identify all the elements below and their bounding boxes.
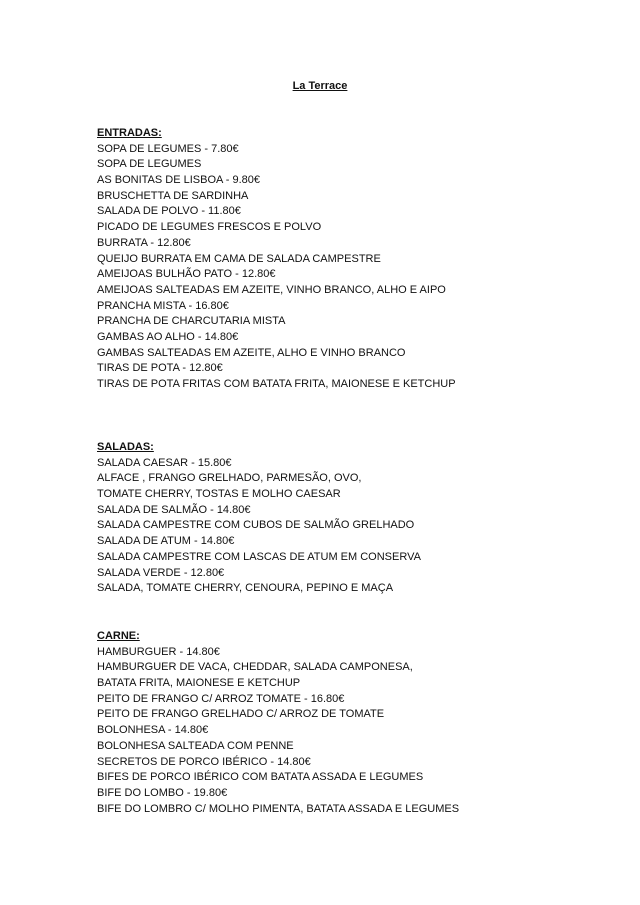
section-heading-saladas: SALADAS:	[97, 441, 154, 453]
menu-line: PEITO DE FRANGO C/ ARROZ TOMATE - 16.80€	[97, 692, 345, 705]
section-entradas	[97, 126, 597, 393]
menu-line: TIRAS DE POTA FRITAS COM BATATA FRITA, MAIONESE E KETCHUP	[97, 378, 456, 390]
menu-line: BRUSCHETTA DE SARDINHA	[97, 189, 249, 202]
menu-line: SALADA DE SALMÃO - 14.80€	[97, 503, 251, 516]
section-heading-carne: CARNE:	[97, 630, 140, 642]
menu-line: AMEIJOAS BULHÃO PATO - 12.80€	[97, 268, 276, 281]
menu-line: GAMBAS SALTEADAS EM AZEITE, ALHO E VINHO BRANCO	[97, 346, 406, 359]
menu-line: HAMBURGUER DE VACA, CHEDDAR, SALADA CAMPONESA,	[97, 661, 413, 674]
menu-line: GAMBAS AO ALHO - 14.80€	[97, 330, 239, 343]
menu-line: SALADA CAMPESTRE COM CUBOS DE SALMÃO GRELHADO	[97, 519, 415, 532]
menu-line: BIFE DO LOMBO - 19.80€	[97, 786, 228, 799]
page-title: La Terrace	[292, 80, 348, 92]
section-heading-entradas: ENTRADAS:	[97, 127, 162, 139]
menu-line: SALADA CAESAR - 15.80€	[97, 456, 232, 469]
menu-line: SALADA CAMPESTRE COM LASCAS DE ATUM EM CONSERVA	[97, 550, 421, 563]
menu-line: BATATA FRITA, MAIONESE E KETCHUP	[97, 677, 301, 690]
section-saladas	[97, 440, 597, 597]
menu-line: BOLONHESA - 14.80€	[97, 724, 209, 737]
menu-line: TIRAS DE POTA - 12.80€	[97, 362, 223, 375]
menu-line: HAMBURGUER - 14.80€	[97, 645, 220, 658]
section-carne	[97, 629, 597, 817]
menu-line: SOPA DE LEGUMES	[97, 158, 202, 171]
menu-line: SALADA, TOMATE CHERRY, CENOURA, PEPINO E MAÇA	[97, 582, 394, 595]
menu-line: SALADA DE POLVO - 11.80€	[97, 205, 241, 218]
menu-line: PEITO DE FRANGO GRELHADO C/ ARROZ DE TOMATE	[97, 708, 385, 721]
menu-line: PICADO DE LEGUMES FRESCOS E POLVO	[97, 221, 322, 234]
menu-line: AS BONITAS DE LISBOA - 9.80€	[97, 174, 261, 187]
menu-line: PRANCHA DE CHARCUTARIA MISTA	[97, 315, 286, 328]
menu-line: QUEIJO BURRATA EM CAMA DE SALADA CAMPESTRE	[97, 252, 381, 265]
menu-line: SECRETOS DE PORCO IBÉRICO - 14.80€	[97, 755, 311, 768]
menu-line: BURRATA - 12.80€	[97, 236, 191, 249]
menu-line: ALFACE , FRANGO GRELHADO, PARMESÃO, OVO,	[97, 472, 362, 485]
menu-line: BOLONHESA SALTEADA COM PENNE	[97, 739, 294, 752]
menu-line: PRANCHA MISTA - 16.80€	[97, 299, 229, 312]
menu-line: BIFES DE PORCO IBÉRICO COM BATATA ASSADA E LEGUMES	[97, 771, 424, 784]
menu-line: TOMATE CHERRY, TOSTAS E MOLHO CAESAR	[97, 488, 341, 501]
menu-line: SALADA DE ATUM - 14.80€	[97, 535, 235, 548]
menu-line: SALADA VERDE - 12.80€	[97, 566, 225, 579]
menu-line: AMEIJOAS SALTEADAS EM AZEITE, VINHO BRANCO, ALHO E AIPO	[97, 283, 446, 296]
menu-line: SOPA DE LEGUMES - 7.80€	[97, 142, 239, 155]
menu-line: BIFE DO LOMBRO C/ MOLHO PIMENTA, BATATA ASSADA E LEGUMES	[97, 802, 460, 815]
